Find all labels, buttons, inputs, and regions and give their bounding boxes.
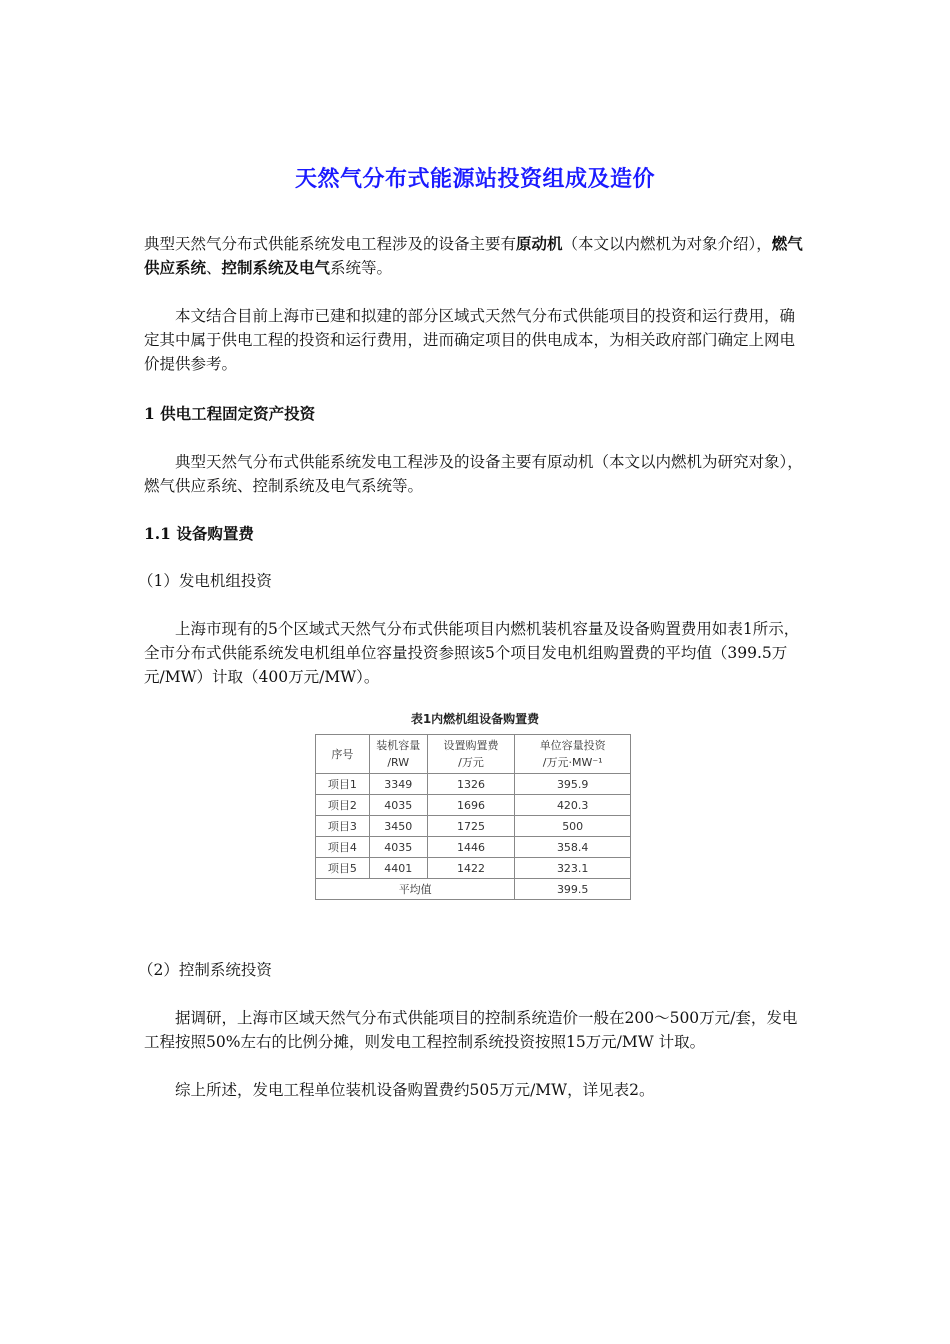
purpose-paragraph: 本文结合目前上海市已建和拟建的部分区域式天然气分布式供能项目的投资和运行费用，确定其中属于供电工程的投资和运行费用，进而确定项目的供电成本，为相关政府部门确定上网电价提供参考。 xyxy=(144,307,796,373)
cell: 4035 xyxy=(369,795,427,816)
control-paragraph: 据调研，上海市区域天然气分布式供能项目的控制系统造价一般在200～500万元/套，发电工程按照50%左右的比例分摊，则发电工程控制系统投资按照15万元/MW 计取。 xyxy=(144,1009,798,1051)
equipment-cost-table xyxy=(315,734,631,900)
table-average-row xyxy=(316,879,631,900)
subheading-generator-investment: （1）发电机组投资 xyxy=(138,572,272,590)
intro-bold-gas-supply: 燃气供应系统 xyxy=(144,234,803,277)
cell: 500 xyxy=(515,816,631,837)
cell: 3349 xyxy=(369,774,427,795)
cell: 1422 xyxy=(427,858,515,879)
intro-bold-prime-mover: 原动机 xyxy=(516,234,563,253)
cell: 1446 xyxy=(427,837,515,858)
cell: 项目2 xyxy=(316,795,370,816)
cell: 358.4 xyxy=(515,837,631,858)
header-capacity-unit: /RW xyxy=(387,756,410,769)
table-row xyxy=(316,837,631,858)
header-index: 序号 xyxy=(316,735,370,774)
header-purchase-label: 设置购置费 xyxy=(443,739,499,752)
table-1 xyxy=(315,710,635,900)
table-row xyxy=(316,816,631,837)
cell: 1326 xyxy=(427,774,515,795)
header-purchase-cost xyxy=(427,735,515,774)
intro-text-2: （本文以内燃机为对象介绍）， xyxy=(562,235,772,253)
cell: 3450 xyxy=(369,816,427,837)
table-row xyxy=(316,858,631,879)
header-unit-investment xyxy=(515,735,631,774)
table-row xyxy=(316,795,631,816)
header-capacity xyxy=(369,735,427,774)
table-row xyxy=(316,774,631,795)
intro-text-4: 系统等。 xyxy=(330,259,393,277)
generator-paragraph: 上海市现有的5个区域式天然气分布式供能项目内燃机装机容量及设备购置费用如表1所示，全市分布式供能系统发电机组单位容量投资参照该5个项目发电机组购置费的平均值（399.5万元/MW）计取（400万元/MW）。 xyxy=(144,620,800,686)
cell: 420.3 xyxy=(515,795,631,816)
intro-bold-control-electrical: 控制系统及电气 xyxy=(221,258,331,277)
average-value-cell: 399.5 xyxy=(515,879,631,900)
average-label-cell: 平均值 xyxy=(316,879,515,900)
header-purchase-unit: /万元 xyxy=(458,756,484,769)
cell: 项目4 xyxy=(316,837,370,858)
section-heading-1: 1 供电工程固定资产投资 xyxy=(144,404,316,423)
cell: 项目5 xyxy=(316,858,370,879)
summary-paragraph: 综上所述，发电工程单位装机设备购置费约505万元/MW，详见表2。 xyxy=(175,1081,655,1099)
cell: 项目1 xyxy=(316,774,370,795)
header-unit-label: 单位容量投资 xyxy=(539,739,606,752)
header-unit-unit: /万元·MW⁻¹ xyxy=(542,756,603,769)
cell: 4035 xyxy=(369,837,427,858)
intro-paragraph xyxy=(144,232,804,280)
table-header-row xyxy=(316,735,631,774)
document-title: 天然气分布式能源站投资组成及造价 xyxy=(294,166,655,192)
cell: 395.9 xyxy=(515,774,631,795)
section-heading-1-1: 1.1 设备购置费 xyxy=(144,524,254,543)
intro-text-1: 典型天然气分布式供能系统发电工程涉及的设备主要有 xyxy=(144,235,517,253)
intro-text-3: 、 xyxy=(206,259,222,277)
cell: 项目3 xyxy=(316,816,370,837)
cell: 1725 xyxy=(427,816,515,837)
subheading-control-investment: （2）控制系统投资 xyxy=(138,961,272,979)
header-capacity-label: 装机容量 xyxy=(376,739,421,752)
cell: 4401 xyxy=(369,858,427,879)
cell: 323.1 xyxy=(515,858,631,879)
section-1-paragraph: 典型天然气分布式供能系统发电工程涉及的设备主要有原动机（本文以内燃机为研究对象），燃气供应系统、控制系统及电气系统等。 xyxy=(144,453,803,495)
table-caption: 表1内燃机组设备购置费 xyxy=(410,712,540,726)
cell: 1696 xyxy=(427,795,515,816)
